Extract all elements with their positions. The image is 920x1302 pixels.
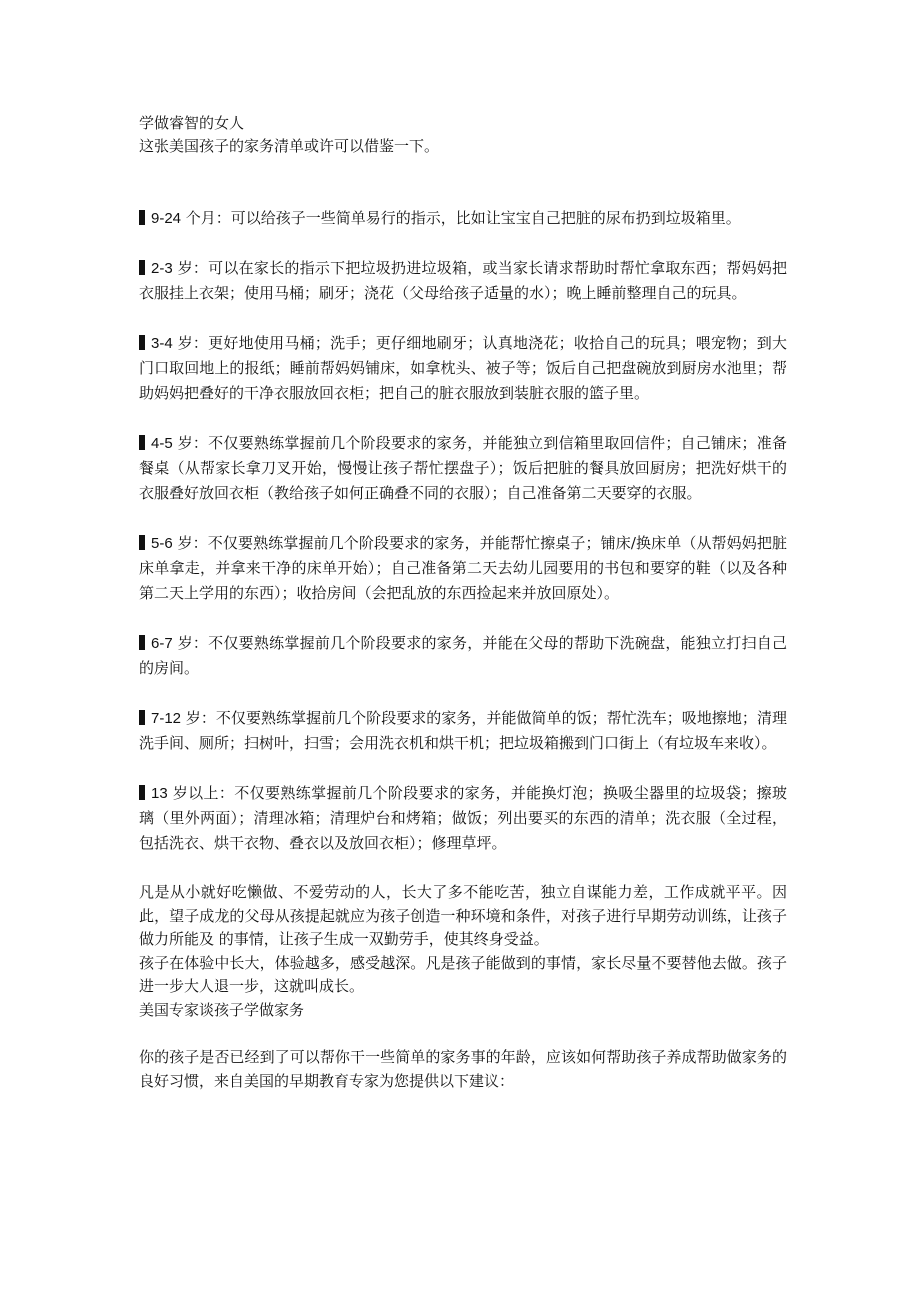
section-heading: 美国专家谈孩子学做家务 (139, 1000, 305, 1019)
closing-paragraph-2: 孩子在体验中长大，体验越多，感受越深。凡是孩子能做到的事情，家长尽量不要替他去做。孩子进一步大人退一步，这就叫成长。 (139, 953, 787, 995)
bullet-icon (139, 335, 145, 350)
spacer (139, 158, 787, 206)
list-item-text: 岁：不仅要熟练掌握前几个阶段要求的家务，并能独立到信箱里取回信件；自己铺床；准备餐桌（从帮家长拿刀叉开始，慢慢让孩子帮忙摆盘子）；饭后把脏的餐具放回厨房；把洗好烘干的衣服叠好放回衣柜（教给孩子如何正确叠不同的衣服）；自己准备第二天要穿的衣服。 (139, 434, 787, 502)
spacer (139, 1022, 787, 1046)
age-range: 9-24 (151, 210, 182, 227)
document-page (139, 112, 787, 1093)
list-item-text: 岁：不仅要熟练掌握前几个阶段要求的家务，并能做简单的饭；帮忙洗车；吸地擦地；清理洗手间、厕所；扫树叶，扫雪；会用洗衣机和烘干机；把垃圾箱搬到门口街上（有垃圾车来收）。 (139, 709, 787, 752)
closing-paragraph-1: 凡是从小就好吃懒做、不爱劳动的人，长大了多不能吃苦，独立自谋能力差，工作成就平平。因此，望子成龙的父母从孩提起就应为孩子创造一种环境和条件，对孩子进行早期劳动训练，让孩子做力所能及 的事情，让孩子生成一双勤劳手，使其终身受益。 (139, 883, 787, 948)
bullet-icon (139, 785, 145, 800)
chore-checklist (139, 206, 787, 856)
list-item-text: 岁以上：不仅要熟练掌握前几个阶段要求的家务，并能换灯泡；换吸尘器里的垃圾袋；擦玻璃（里外两面）；清理冰箱；清理炉台和烤箱；做饭；列出要买的东西的清单；洗衣服（全过程，包括洗衣、烘干衣物、叠衣以及放回衣柜）；修理草坪。 (139, 784, 787, 852)
list-item (139, 631, 787, 681)
document-title: 学做睿智的女人 (139, 114, 245, 132)
list-item (139, 781, 787, 856)
list-item (139, 706, 787, 756)
list-item (139, 431, 787, 506)
age-range: 5-6 (151, 535, 173, 552)
age-range: 4-5 (151, 435, 173, 452)
list-item-text: 岁：不仅要熟练掌握前几个阶段要求的家务，并能在父母的帮助下洗碗盘，能独立打扫自己的房间。 (139, 634, 787, 677)
list-item-text: 岁：更好地使用马桶；洗手；更仔细地刷牙；认真地浇花；收拾自己的玩具；喂宠物；到大门口取回地上的报纸；睡前帮妈妈铺床，如拿枕头、被子等；饭后自己把盘碗放到厨房水池里；帮助妈妈把叠好的干净衣服放回衣柜；把自己的脏衣服放到装脏衣服的篮子里。 (139, 334, 787, 402)
bullet-icon (139, 435, 145, 450)
bullet-icon (139, 710, 145, 725)
bullet-icon (139, 260, 145, 275)
bullet-icon (139, 210, 145, 225)
bullet-icon (139, 535, 145, 550)
list-item (139, 256, 787, 306)
list-item-text: 个月：可以给孩子一些简单易行的指示，比如让宝宝自己把脏的尿布扔到垃圾箱里。 (181, 209, 741, 227)
list-item (139, 206, 787, 231)
intro-paragraph: 你的孩子是否已经到了可以帮你干一些简单的家务事的年龄，应该如何帮助孩子养成帮助做家务的良好习惯，来自美国的早期教育专家为您提供以下建议： (139, 1048, 787, 1090)
age-range: 2-3 (151, 260, 173, 277)
list-item-text: 岁：不仅要熟练掌握前几个阶段要求的家务，并能帮忙擦桌子；铺床/换床单（从帮妈妈把脏床单拿走，并拿来干净的床单开始）；自己准备第二天去幼儿园要用的书包和要穿的鞋（以及各种第二天上学用的东西）；收拾房间（会把乱放的东西捡起来并放回原处）。 (139, 534, 787, 602)
document-subtitle: 这张美国孩子的家务清单或许可以借鉴一下。 (139, 137, 440, 155)
age-range: 6-7 (151, 635, 173, 652)
list-item-text: 岁：可以在家长的指示下把垃圾扔进垃圾箱，或当家长请求帮助时帮忙拿取东西；帮妈妈把衣服挂上衣架；使用马桶；刷牙；浇花（父母给孩子适量的水）；晚上睡前整理自己的玩具。 (139, 259, 787, 302)
bullet-icon (139, 635, 145, 650)
age-range: 13 (151, 785, 168, 802)
age-range: 3-4 (151, 335, 173, 352)
list-item (139, 531, 787, 606)
age-range: 7-12 (151, 710, 182, 727)
list-item (139, 331, 787, 406)
